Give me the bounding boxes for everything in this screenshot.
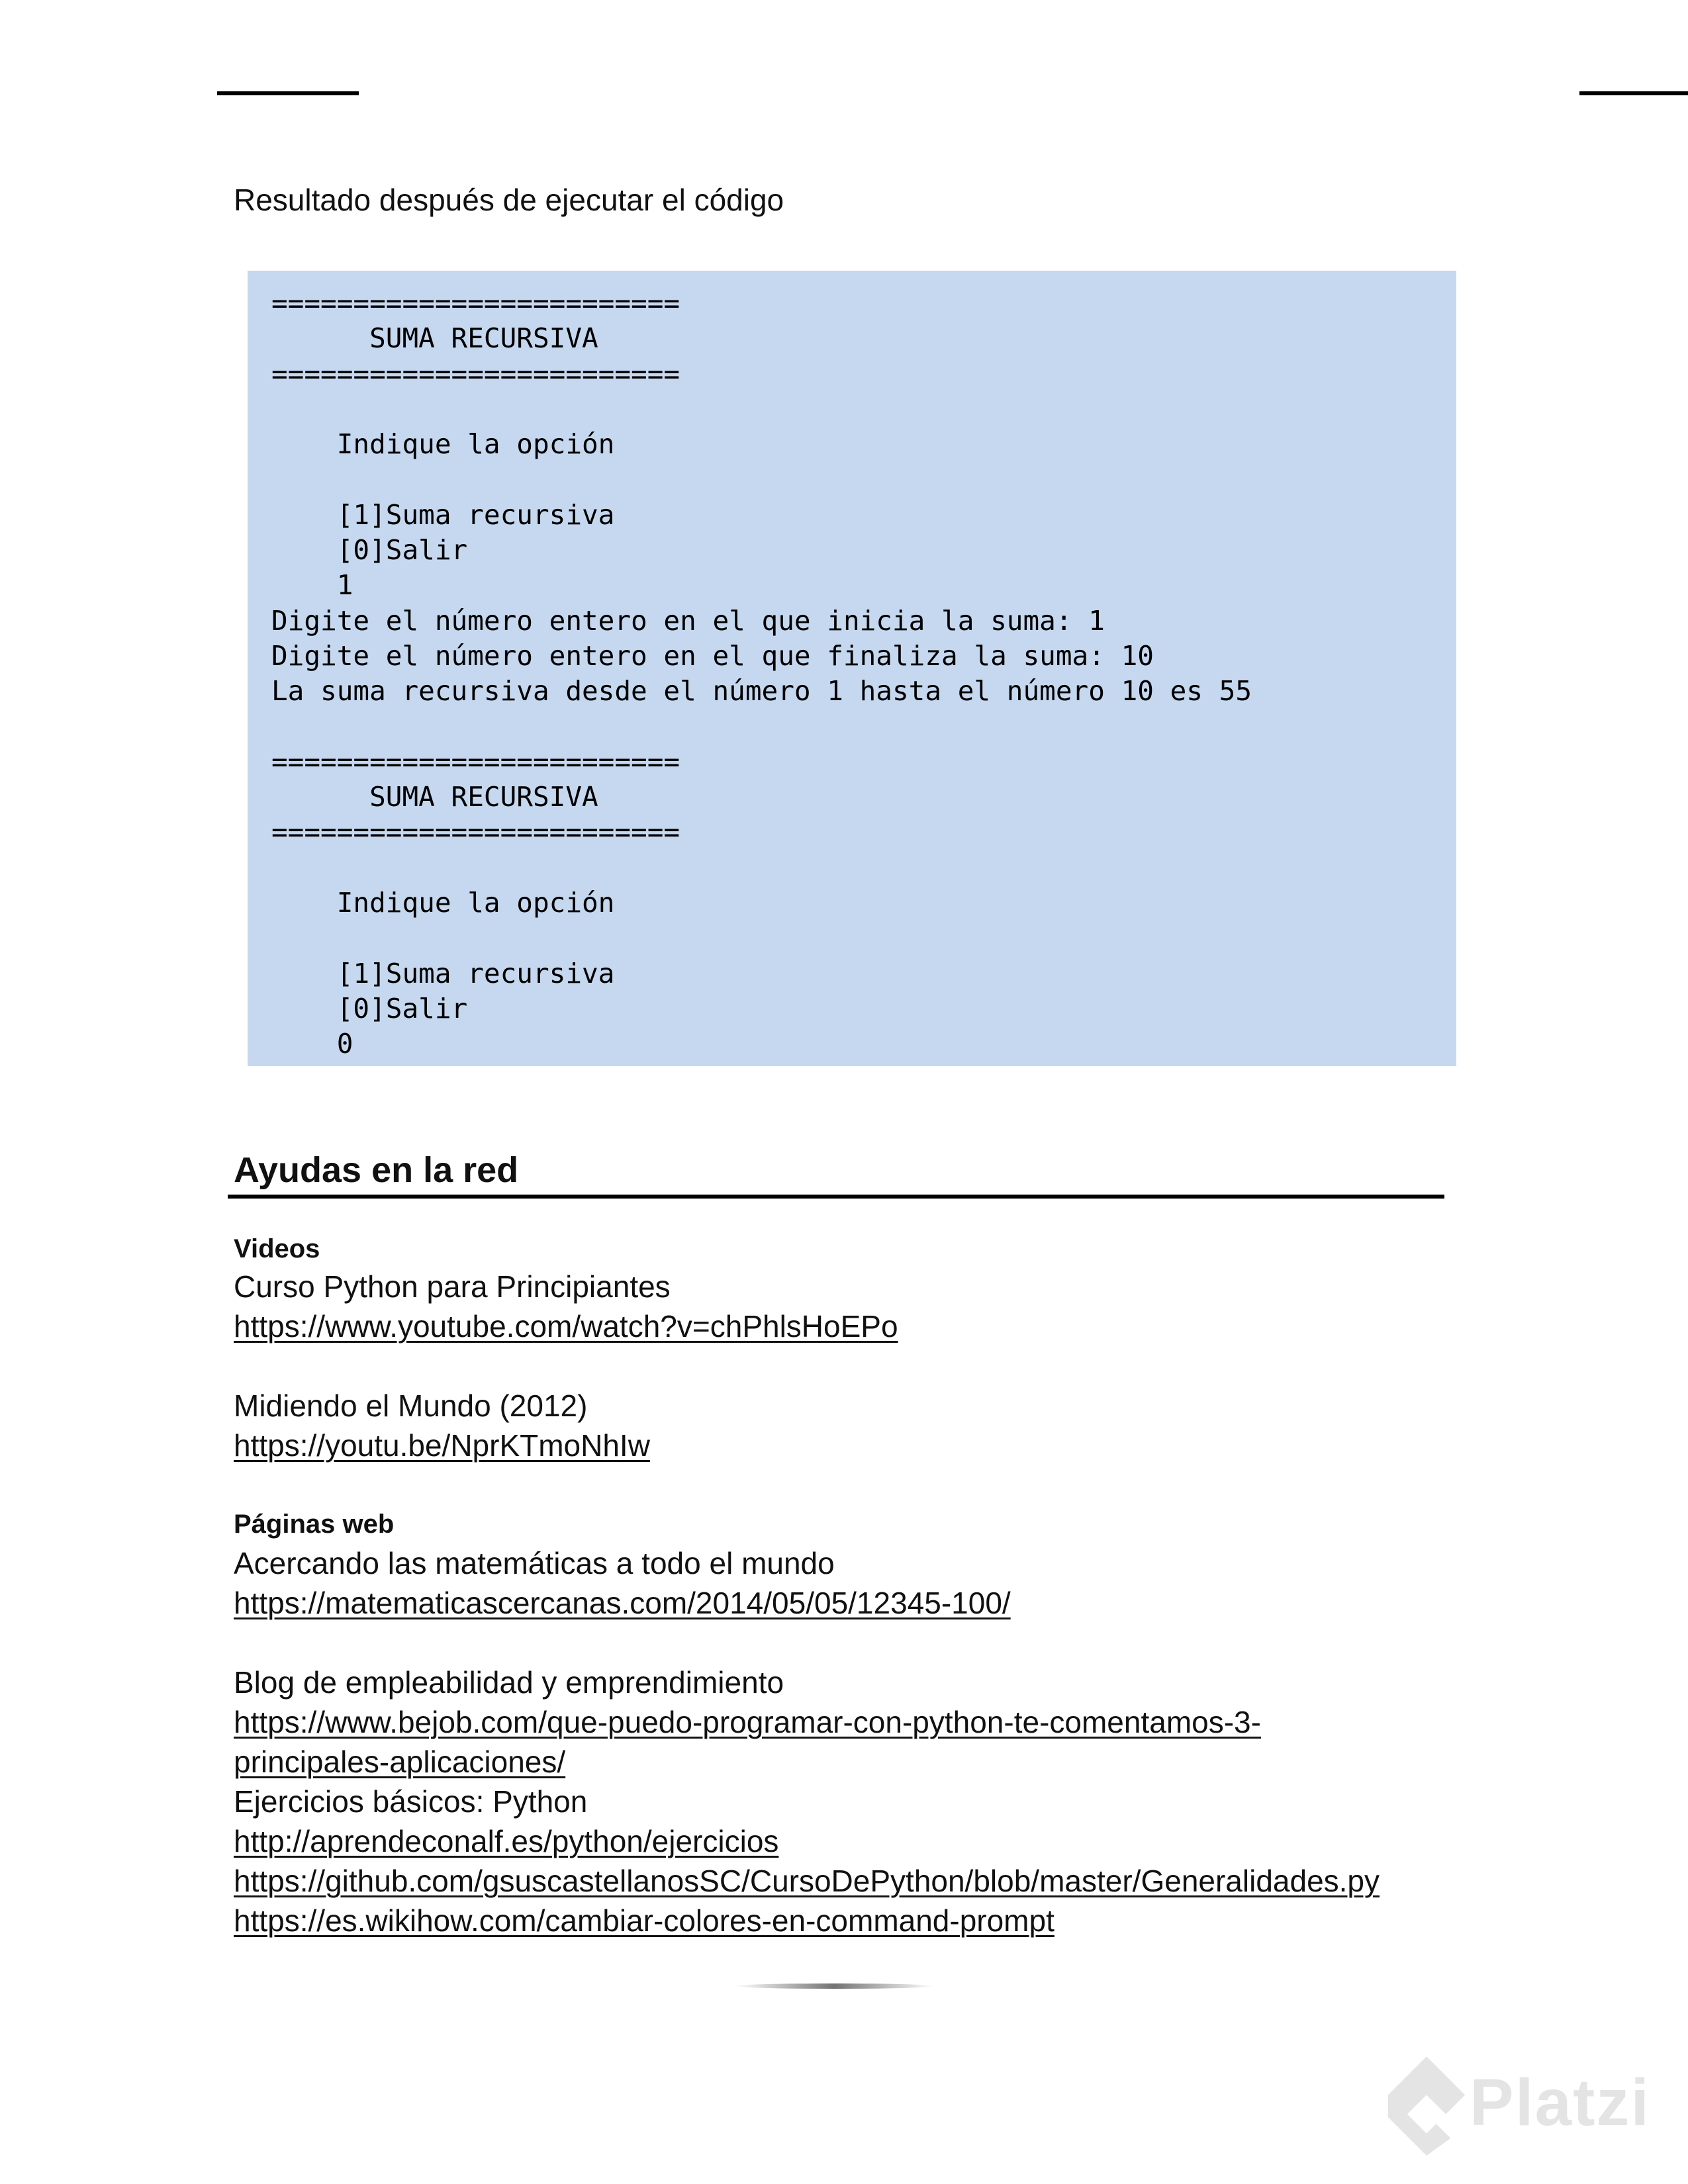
webpage-title-1: Acercando las matemáticas a todo el mundo [234, 1546, 835, 1580]
video-link-2[interactable]: https://youtu.be/NprKTmoNhIw [234, 1428, 650, 1463]
console-line: ========================= [271, 745, 680, 778]
webpage-link-3b[interactable]: https://github.com/gsuscastellanosSC/CursoDePython/blob/master/Generalidades.py [234, 1864, 1380, 1898]
console-line: Indique la opción [336, 887, 615, 919]
webpages-heading: Páginas web [234, 1510, 395, 1539]
console-line: [0]Salir [336, 992, 468, 1024]
webpage-link-3a[interactable]: http://aprendeconalf.es/python/ejercicios [234, 1824, 779, 1858]
header-rule-right [1579, 91, 1688, 95]
intro-text: Resultado después de ejecutar el código [234, 183, 784, 217]
console-output [248, 271, 1456, 1066]
platzi-watermark [1377, 2045, 1668, 2164]
console-line: Indique la opción [336, 428, 615, 461]
webpage-title-2: Blog de empleabilidad y emprendimiento [234, 1665, 784, 1700]
videos-heading: Videos [234, 1234, 320, 1263]
console-line: 1 [336, 569, 353, 602]
header-rule-left [217, 91, 359, 95]
console-line: ========================= [271, 357, 680, 390]
footer-separator [735, 1983, 933, 1989]
console-line: SUMA RECURSIVA [369, 781, 598, 813]
webpage-link-2-line2[interactable]: principales-aplicaciones/ [234, 1745, 566, 1779]
console-line: ========================= [271, 816, 680, 848]
webpage-title-3: Ejercicios básicos: Python [234, 1784, 588, 1819]
console-line: [0]Salir [336, 534, 468, 567]
webpage-link-3c[interactable]: https://es.wikihow.com/cambiar-colores-en-command-prompt [234, 1903, 1055, 1938]
video-title-2: Midiendo el Mundo (2012) [234, 1388, 588, 1423]
console-line: Digite el número entero en el que inicia la suma: 1 [271, 604, 1105, 637]
console-line: 0 [271, 1028, 353, 1060]
console-line: ========================= [271, 287, 680, 319]
console-line: [1]Suma recursiva [336, 498, 615, 531]
webpage-link-1[interactable]: https://matematicascercanas.com/2014/05/05/12345-100/ [234, 1586, 1011, 1620]
platzi-logo-icon [1377, 2052, 1476, 2158]
section-title: Ayudas en la red [234, 1150, 519, 1190]
console-line: [1]Suma recursiva [336, 957, 615, 989]
console-line: Digite el número entero en el que finaliza la suma: 10 [271, 639, 1154, 672]
console-line: La suma recursiva desde el número 1 hasta el número 10 es 55 [271, 675, 1252, 707]
console-line: SUMA RECURSIVA [369, 322, 598, 355]
video-title-1: Curso Python para Principiantes [234, 1269, 671, 1304]
section-rule [228, 1195, 1444, 1199]
video-link-1[interactable]: https://www.youtube.com/watch?v=chPhlsHoEPo [234, 1309, 898, 1343]
console-text [271, 286, 1252, 1062]
platzi-logo-text: Platzi [1470, 2066, 1651, 2140]
webpage-link-2-line1[interactable]: https://www.bejob.com/que-puedo-programar-con-python-te-comentamos-3- [234, 1705, 1261, 1739]
